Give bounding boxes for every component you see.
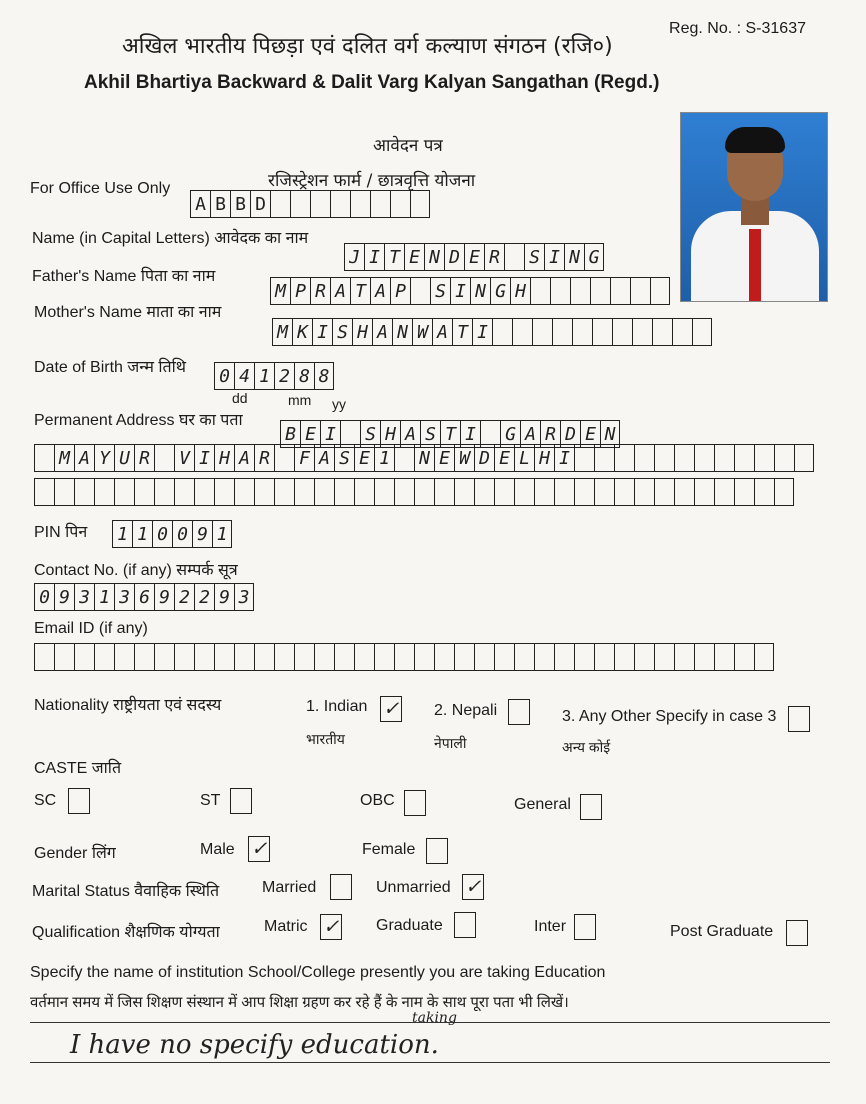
char-box[interactable] <box>514 643 534 671</box>
char-box[interactable] <box>394 444 414 472</box>
char-box[interactable] <box>594 478 614 506</box>
pin-label: PIN पिन <box>34 524 88 541</box>
mother-name-label: Mother's Name माता का नाम <box>34 304 222 321</box>
char-box[interactable] <box>754 444 774 472</box>
char-box[interactable] <box>254 478 274 506</box>
char-box <box>410 190 430 218</box>
char-box[interactable]: 9 <box>154 583 174 611</box>
caste-st-checkbox[interactable] <box>230 788 252 814</box>
marital-married-label: Married <box>262 879 317 896</box>
char-box[interactable]: A <box>330 277 350 305</box>
form-title-application: आवेदन पत्र <box>373 136 443 156</box>
char-box[interactable] <box>274 444 294 472</box>
char-box[interactable]: S <box>420 420 440 448</box>
char-box[interactable]: A <box>370 277 390 305</box>
char-box[interactable]: E <box>434 444 454 472</box>
char-box[interactable] <box>134 643 154 671</box>
gender-label: Gender लिंग <box>34 845 116 862</box>
marital-unmarried-checkbox[interactable]: ✓ <box>462 874 484 900</box>
char-box[interactable]: V <box>174 444 194 472</box>
char-box[interactable] <box>214 643 234 671</box>
char-box[interactable]: N <box>470 277 490 305</box>
nationality-indian-checkbox[interactable]: ✓ <box>380 696 402 722</box>
char-box[interactable]: 9 <box>192 520 212 548</box>
char-box[interactable]: S <box>430 277 450 305</box>
char-box: A <box>190 190 210 218</box>
char-box[interactable] <box>554 478 574 506</box>
char-box[interactable] <box>454 643 474 671</box>
char-box[interactable]: S <box>334 444 354 472</box>
char-box[interactable]: N <box>564 243 584 271</box>
char-box[interactable] <box>534 478 554 506</box>
char-box[interactable]: 1 <box>374 444 394 472</box>
char-box[interactable] <box>614 643 634 671</box>
char-box[interactable]: 3 <box>114 583 134 611</box>
qualification-inter-checkbox[interactable] <box>574 914 596 940</box>
char-box[interactable] <box>194 643 214 671</box>
institution-handwritten-insert: taking <box>412 1010 457 1026</box>
char-box[interactable]: P <box>390 277 410 305</box>
char-box[interactable]: I <box>312 318 332 346</box>
char-box[interactable] <box>654 643 674 671</box>
contact-label: Contact No. (if any) सम्पर्क सूत्र <box>34 562 238 579</box>
char-box[interactable]: I <box>554 444 574 472</box>
char-box[interactable]: M <box>54 444 74 472</box>
office-use-label: For Office Use Only <box>30 180 171 197</box>
mother-name-boxes[interactable] <box>272 318 712 346</box>
char-box[interactable]: H <box>534 444 554 472</box>
char-box[interactable]: E <box>464 243 484 271</box>
char-box[interactable]: M <box>270 277 290 305</box>
char-box[interactable]: 1 <box>94 583 114 611</box>
char-box <box>290 190 310 218</box>
char-box[interactable]: G <box>490 277 510 305</box>
char-box[interactable]: 8 <box>294 362 314 390</box>
char-box[interactable]: K <box>292 318 312 346</box>
char-box[interactable] <box>334 478 354 506</box>
char-box[interactable] <box>94 643 114 671</box>
char-box[interactable]: 9 <box>54 583 74 611</box>
char-box <box>390 190 410 218</box>
char-box[interactable]: H <box>510 277 530 305</box>
char-box[interactable]: J <box>344 243 364 271</box>
char-box[interactable] <box>494 478 514 506</box>
address-label: Permanent Address घर का पता <box>34 412 243 429</box>
char-box[interactable] <box>394 478 414 506</box>
caste-st-label: ST <box>200 792 221 809</box>
email-boxes[interactable] <box>34 643 774 671</box>
nationality-nepali-checkbox[interactable] <box>508 699 530 725</box>
char-box[interactable] <box>674 643 694 671</box>
char-box[interactable]: 0 <box>214 362 234 390</box>
char-box[interactable]: I <box>460 420 480 448</box>
char-box[interactable]: 9 <box>214 583 234 611</box>
char-box[interactable]: G <box>500 420 520 448</box>
address-line2-boxes[interactable] <box>34 444 814 472</box>
char-box[interactable]: I <box>364 243 384 271</box>
qualification-matric-label: Matric <box>264 918 308 935</box>
char-box[interactable]: 0 <box>172 520 192 548</box>
char-box[interactable]: 0 <box>152 520 172 548</box>
char-box[interactable] <box>734 478 754 506</box>
char-box[interactable] <box>274 643 294 671</box>
char-box[interactable] <box>354 478 374 506</box>
char-box[interactable] <box>54 478 74 506</box>
char-box[interactable] <box>234 643 254 671</box>
char-box[interactable]: T <box>350 277 370 305</box>
char-box[interactable] <box>334 643 354 671</box>
char-box[interactable] <box>570 277 590 305</box>
char-box[interactable]: T <box>440 420 460 448</box>
char-box[interactable] <box>194 478 214 506</box>
institution-label-english: Specify the name of institution School/College presently you are taking Education <box>30 964 606 981</box>
char-box[interactable] <box>694 478 714 506</box>
char-box[interactable] <box>774 444 794 472</box>
char-box[interactable]: I <box>450 277 470 305</box>
char-box[interactable] <box>434 643 454 671</box>
qualification-graduate-checkbox[interactable] <box>454 912 476 938</box>
char-box[interactable] <box>614 478 634 506</box>
char-box[interactable] <box>414 478 434 506</box>
char-box[interactable] <box>512 318 532 346</box>
institution-handwritten-answer[interactable]: I have no specify education. <box>70 1030 439 1060</box>
char-box[interactable]: T <box>384 243 404 271</box>
father-name-label: Father's Name पिता का नाम <box>32 268 216 285</box>
char-box[interactable]: 3 <box>74 583 94 611</box>
char-box[interactable]: 2 <box>194 583 214 611</box>
caste-obc-label: OBC <box>360 792 395 809</box>
organization-title-english: Akhil Bhartiya Backward & Dalit Varg Kalyan Sangathan (Regd.) <box>84 72 660 93</box>
char-box[interactable] <box>314 643 334 671</box>
char-box[interactable] <box>294 478 314 506</box>
qualification-post-graduate-checkbox[interactable] <box>786 920 808 946</box>
institution-label-hindi: वर्तमान समय में जिस शिक्षण संस्थान में आप शिक्षा ग्रहण कर रहे हैं के नाम के साथ पूरा पता भी लिखें। <box>30 994 569 1011</box>
char-box[interactable] <box>550 277 570 305</box>
char-box[interactable]: G <box>584 243 604 271</box>
char-box[interactable]: E <box>404 243 424 271</box>
char-box[interactable] <box>574 444 594 472</box>
char-box[interactable] <box>652 318 672 346</box>
char-box[interactable]: D <box>444 243 464 271</box>
marital-status-label: Marital Status वैवाहिक स्थिति <box>32 883 220 900</box>
char-box[interactable] <box>154 478 174 506</box>
char-box[interactable]: H <box>214 444 234 472</box>
institution-line-2 <box>30 1062 830 1063</box>
char-box[interactable]: A <box>74 444 94 472</box>
char-box[interactable]: 0 <box>34 583 54 611</box>
char-box[interactable]: A <box>520 420 540 448</box>
caste-obc-checkbox[interactable] <box>404 790 426 816</box>
char-box[interactable]: N <box>414 444 434 472</box>
char-box[interactable] <box>634 643 654 671</box>
char-box[interactable]: 2 <box>274 362 294 390</box>
char-box: B <box>230 190 250 218</box>
nationality-label: Nationality राष्ट्रीयता एवं सदस्य <box>34 697 222 714</box>
char-box[interactable]: 6 <box>134 583 154 611</box>
dob-dd-hint: dd <box>232 390 248 406</box>
char-box[interactable]: N <box>424 243 444 271</box>
char-box[interactable]: Y <box>94 444 114 472</box>
char-box[interactable]: R <box>310 277 330 305</box>
caste-sc-label: SC <box>34 792 57 809</box>
char-box[interactable] <box>530 277 550 305</box>
qualification-matric-checkbox[interactable]: ✓ <box>320 914 342 940</box>
char-box <box>330 190 350 218</box>
caste-label: CASTE जाति <box>34 760 122 777</box>
applicant-photo <box>680 112 828 302</box>
char-box[interactable] <box>492 318 512 346</box>
char-box[interactable] <box>74 478 94 506</box>
registration-number: Reg. No. : S-31637 <box>669 20 806 37</box>
char-box[interactable] <box>654 444 674 472</box>
char-box[interactable] <box>612 318 632 346</box>
name-boxes[interactable] <box>344 243 604 271</box>
char-box[interactable] <box>174 478 194 506</box>
char-box[interactable] <box>274 478 294 506</box>
char-box[interactable] <box>574 478 594 506</box>
char-box[interactable]: T <box>452 318 472 346</box>
char-box[interactable]: 1 <box>254 362 274 390</box>
char-box[interactable] <box>114 478 134 506</box>
char-box[interactable] <box>394 643 414 671</box>
char-box[interactable] <box>154 444 174 472</box>
char-box[interactable]: E <box>580 420 600 448</box>
char-box[interactable] <box>154 643 174 671</box>
char-box[interactable] <box>610 277 630 305</box>
char-box[interactable]: I <box>320 420 340 448</box>
char-box[interactable]: F <box>294 444 314 472</box>
qualification-inter-label: Inter <box>534 918 567 935</box>
char-box[interactable]: 2 <box>174 583 194 611</box>
char-box[interactable] <box>314 478 334 506</box>
char-box[interactable] <box>474 643 494 671</box>
gender-male-label: Male <box>200 841 235 858</box>
char-box[interactable] <box>694 643 714 671</box>
char-box[interactable]: R <box>540 420 560 448</box>
marital-married-checkbox[interactable] <box>330 874 352 900</box>
char-box[interactable]: 1 <box>132 520 152 548</box>
nationality-other-hindi: अन्य कोई <box>562 739 611 755</box>
char-box[interactable]: R <box>484 243 504 271</box>
gender-male-checkbox[interactable]: ✓ <box>248 836 270 862</box>
char-box[interactable]: 8 <box>314 362 334 390</box>
char-box[interactable]: S <box>332 318 352 346</box>
organization-title-hindi: अखिल भारतीय पिछड़ा एवं दलित वर्ग कल्याण संगठन (रजि०) <box>122 34 613 59</box>
gender-female-label: Female <box>362 841 416 858</box>
char-box[interactable] <box>714 478 734 506</box>
pin-boxes[interactable] <box>112 520 232 548</box>
char-box[interactable]: B <box>280 420 300 448</box>
char-box[interactable]: S <box>360 420 380 448</box>
nationality-other-checkbox[interactable] <box>788 706 810 732</box>
char-box[interactable]: L <box>514 444 534 472</box>
char-box[interactable]: A <box>314 444 334 472</box>
char-box[interactable]: H <box>380 420 400 448</box>
char-box <box>350 190 370 218</box>
char-box[interactable] <box>594 643 614 671</box>
nationality-indian-label: 1. Indian <box>306 698 368 715</box>
char-box[interactable]: U <box>114 444 134 472</box>
char-box[interactable]: S <box>524 243 544 271</box>
dob-label: Date of Birth जन्म तिथि <box>34 359 186 376</box>
char-box[interactable] <box>532 318 552 346</box>
char-box[interactable] <box>34 478 54 506</box>
dob-mm-hint: mm <box>288 392 312 408</box>
char-box[interactable] <box>614 444 634 472</box>
contact-boxes[interactable] <box>34 583 254 611</box>
char-box <box>310 190 330 218</box>
char-box[interactable] <box>494 643 514 671</box>
char-box[interactable] <box>572 318 592 346</box>
char-box[interactable]: I <box>472 318 492 346</box>
char-box[interactable] <box>694 444 714 472</box>
char-box[interactable] <box>374 643 394 671</box>
char-box[interactable]: P <box>290 277 310 305</box>
char-box[interactable]: A <box>400 420 420 448</box>
char-box[interactable]: 3 <box>234 583 254 611</box>
char-box[interactable] <box>234 478 254 506</box>
char-box[interactable] <box>734 444 754 472</box>
qualification-post-graduate-label: Post Graduate <box>670 923 774 940</box>
char-box[interactable]: 1 <box>212 520 232 548</box>
nationality-indian-hindi: भारतीय <box>306 731 345 747</box>
char-box[interactable] <box>650 277 670 305</box>
char-box[interactable]: H <box>352 318 372 346</box>
email-label: Email ID (if any) <box>34 620 148 637</box>
char-box[interactable] <box>594 444 614 472</box>
char-box[interactable] <box>674 444 694 472</box>
char-box[interactable] <box>94 478 114 506</box>
marital-unmarried-label: Unmarried <box>376 879 451 896</box>
char-box[interactable] <box>632 318 652 346</box>
char-box: D <box>250 190 270 218</box>
char-box[interactable] <box>514 478 534 506</box>
char-box[interactable] <box>214 478 234 506</box>
char-box[interactable]: R <box>134 444 154 472</box>
char-box[interactable] <box>414 643 434 671</box>
char-box[interactable] <box>734 643 754 671</box>
name-label: Name (in Capital Letters) आवेदक का नाम <box>32 230 309 247</box>
char-box[interactable]: W <box>454 444 474 472</box>
char-box[interactable] <box>692 318 712 346</box>
char-box[interactable]: R <box>254 444 274 472</box>
qualification-label: Qualification शैक्षणिक योग्यता <box>32 924 220 941</box>
char-box[interactable]: I <box>544 243 564 271</box>
char-box[interactable] <box>754 478 774 506</box>
char-box[interactable] <box>574 643 594 671</box>
nationality-other-label: 3. Any Other Specify in case 3 <box>562 708 777 725</box>
char-box[interactable] <box>34 444 54 472</box>
address-line3-boxes[interactable] <box>34 478 794 506</box>
char-box[interactable] <box>754 643 774 671</box>
char-box <box>270 190 290 218</box>
char-box[interactable]: N <box>392 318 412 346</box>
qualification-graduate-label: Graduate <box>376 917 443 934</box>
char-box: B <box>210 190 230 218</box>
caste-sc-checkbox[interactable] <box>68 788 90 814</box>
char-box[interactable] <box>74 643 94 671</box>
char-box[interactable] <box>552 318 572 346</box>
char-box[interactable] <box>654 478 674 506</box>
char-box[interactable] <box>504 243 524 271</box>
char-box[interactable] <box>794 444 814 472</box>
char-box[interactable] <box>294 643 314 671</box>
char-box[interactable]: 1 <box>112 520 132 548</box>
gender-female-checkbox[interactable] <box>426 838 448 864</box>
caste-general-label: General <box>514 796 571 813</box>
char-box[interactable]: I <box>194 444 214 472</box>
char-box[interactable] <box>554 643 574 671</box>
char-box[interactable] <box>54 643 74 671</box>
char-box[interactable] <box>114 643 134 671</box>
char-box[interactable] <box>634 444 654 472</box>
office-use-boxes <box>190 190 430 218</box>
dob-boxes[interactable] <box>214 362 334 390</box>
char-box[interactable]: W <box>412 318 432 346</box>
dob-yy-hint: yy <box>332 396 346 412</box>
char-box[interactable]: 4 <box>234 362 254 390</box>
char-box[interactable] <box>714 444 734 472</box>
char-box[interactable]: A <box>234 444 254 472</box>
char-box[interactable] <box>534 643 554 671</box>
char-box[interactable] <box>374 478 394 506</box>
char-box[interactable] <box>774 478 794 506</box>
char-box[interactable]: D <box>474 444 494 472</box>
char-box[interactable] <box>592 318 612 346</box>
char-box[interactable]: M <box>272 318 292 346</box>
char-box[interactable]: E <box>354 444 374 472</box>
caste-general-checkbox[interactable] <box>580 794 602 820</box>
char-box[interactable] <box>34 643 54 671</box>
char-box[interactable] <box>174 643 194 671</box>
char-box[interactable] <box>410 277 430 305</box>
char-box[interactable] <box>672 318 692 346</box>
char-box[interactable] <box>674 478 694 506</box>
char-box[interactable]: E <box>300 420 320 448</box>
char-box[interactable] <box>134 478 154 506</box>
char-box[interactable] <box>474 478 494 506</box>
char-box[interactable] <box>254 643 274 671</box>
char-box[interactable]: N <box>600 420 620 448</box>
nationality-nepali-hindi: नेपाली <box>434 735 467 751</box>
char-box[interactable]: E <box>494 444 514 472</box>
char-box[interactable] <box>354 643 374 671</box>
char-box[interactable]: A <box>432 318 452 346</box>
father-name-boxes[interactable] <box>270 277 670 305</box>
nationality-nepali-label: 2. Nepali <box>434 702 498 719</box>
char-box[interactable] <box>634 478 654 506</box>
char-box[interactable] <box>454 478 474 506</box>
char-box[interactable] <box>434 478 454 506</box>
char-box[interactable] <box>714 643 734 671</box>
char-box[interactable]: A <box>372 318 392 346</box>
char-box[interactable] <box>590 277 610 305</box>
form-title-registration: रजिस्ट्रेशन फार्म / छात्रवृत्ति योजना <box>268 171 476 191</box>
char-box <box>370 190 390 218</box>
char-box[interactable] <box>630 277 650 305</box>
char-box[interactable]: D <box>560 420 580 448</box>
